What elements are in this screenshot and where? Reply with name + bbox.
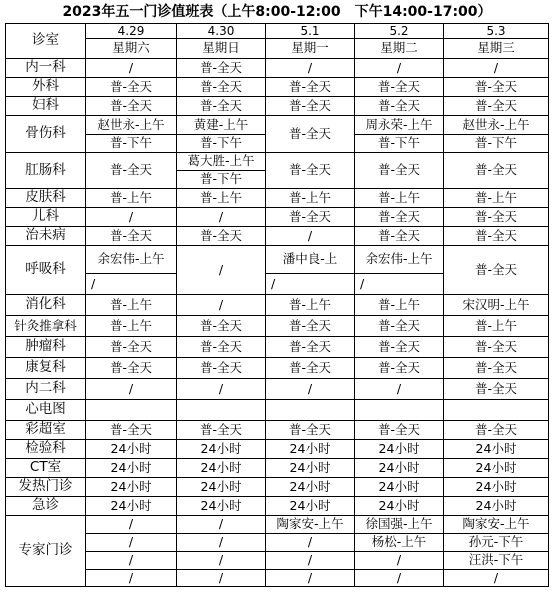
- dept-label: 外科: [6, 78, 86, 97]
- duty-cell: 普-全天: [355, 358, 444, 379]
- dept-label: 肛肠科: [6, 153, 86, 189]
- table-row: [6, 459, 549, 478]
- table-row: [6, 400, 549, 421]
- duty-cell: 24小时: [444, 440, 549, 459]
- dept-label: 心电图: [6, 400, 86, 421]
- table-row: [6, 59, 549, 78]
- duty-cell: 24小时: [86, 497, 177, 516]
- duty-cell: 24小时: [266, 459, 355, 478]
- duty-cell: 普-上午: [355, 189, 444, 208]
- duty-cell: 汪洪-下午: [444, 552, 549, 570]
- duty-cell: /: [177, 552, 266, 570]
- duty-cell: /: [86, 379, 177, 400]
- duty-cell: 黄建-上午: [177, 116, 266, 135]
- duty-cell: /: [86, 208, 177, 227]
- duty-cell: 普-下午: [177, 171, 266, 189]
- dept-label: 检验科: [6, 440, 86, 459]
- duty-cell: 普-全天: [266, 153, 355, 189]
- page-title: 2023年五一门诊值班表（上午8:00-12:00 下午14:00-17:00）: [62, 4, 492, 20]
- duty-cell: /: [355, 570, 444, 587]
- duty-cell: 普-上午: [86, 316, 177, 337]
- duty-cell: /: [266, 274, 355, 295]
- dept-label: 儿科: [6, 208, 86, 227]
- duty-cell: 普-全天: [444, 78, 549, 97]
- duty-cell: /: [86, 534, 177, 552]
- weekday-header: 星期日: [177, 39, 266, 59]
- duty-cell: 孙元-下午: [444, 534, 549, 552]
- duty-cell: 普-全天: [177, 97, 266, 116]
- duty-cell: /: [86, 570, 177, 587]
- weekday-header: 星期二: [355, 39, 444, 59]
- header-date-row: [6, 24, 549, 39]
- duty-cell: 普-全天: [355, 97, 444, 116]
- duty-cell: 24小时: [86, 440, 177, 459]
- duty-cell: 普-全天: [444, 208, 549, 227]
- duty-cell: 普-全天: [266, 78, 355, 97]
- duty-cell: 普-上午: [444, 189, 549, 208]
- duty-cell: 24小时: [266, 497, 355, 516]
- duty-cell: /: [177, 534, 266, 552]
- duty-cell: 24小时: [266, 440, 355, 459]
- duty-cell: 普-全天: [355, 227, 444, 246]
- duty-cell: 普-下午: [444, 135, 549, 153]
- duty-cell: 普-下午: [86, 135, 177, 153]
- duty-cell: 24小时: [266, 478, 355, 497]
- duty-cell: 葛大胜-上午: [177, 153, 266, 171]
- duty-cell: 余宏伟-上午: [355, 246, 444, 274]
- duty-cell: /: [177, 295, 266, 316]
- duty-cell: 24小时: [444, 478, 549, 497]
- duty-cell: 普-全天: [444, 421, 549, 440]
- duty-cell: 普-全天: [86, 337, 177, 358]
- duty-cell: 24小时: [86, 459, 177, 478]
- duty-cell: 普-全天: [444, 153, 549, 189]
- table-row: [6, 379, 549, 400]
- duty-cell: 普-上午: [266, 295, 355, 316]
- duty-cell: /: [355, 274, 444, 295]
- duty-cell: [444, 400, 549, 421]
- duty-cell: 余宏伟-上午: [86, 246, 177, 274]
- table-row: [6, 116, 549, 135]
- duty-cell: 24小时: [444, 497, 549, 516]
- dept-label: 内一科: [6, 59, 86, 78]
- dept-label: 彩超室: [6, 421, 86, 440]
- duty-cell: 徐国强-上午: [355, 516, 444, 534]
- duty-cell: 普-全天: [355, 337, 444, 358]
- duty-cell: 普-上午: [177, 189, 266, 208]
- duty-cell: 普-全天: [355, 421, 444, 440]
- duty-cell: /: [266, 227, 355, 246]
- duty-cell: 普-全天: [86, 153, 177, 189]
- table-row: [6, 295, 549, 316]
- weekday-header: 星期六: [86, 39, 177, 59]
- duty-cell: 赵世永-上午: [86, 116, 177, 135]
- duty-cell: 普-全天: [86, 78, 177, 97]
- duty-cell: /: [86, 59, 177, 78]
- duty-roster-table: [5, 23, 549, 587]
- duty-cell: 赵世永-上午: [444, 116, 549, 135]
- duty-cell: /: [177, 246, 266, 295]
- table-row: [6, 337, 549, 358]
- duty-cell: 普-全天: [177, 78, 266, 97]
- duty-cell: /: [177, 208, 266, 227]
- duty-cell: [177, 400, 266, 421]
- weekday-header: 星期三: [444, 39, 549, 59]
- date-header: 5.3: [444, 24, 549, 39]
- duty-cell: /: [86, 274, 177, 295]
- duty-cell: 普-下午: [355, 135, 444, 153]
- dept-label: 针灸推拿科: [6, 316, 86, 337]
- duty-cell: /: [444, 570, 549, 587]
- duty-cell: /: [266, 534, 355, 552]
- duty-cell: 普-全天: [266, 421, 355, 440]
- duty-cell: 普-全天: [266, 316, 355, 337]
- duty-cell: 普-全天: [444, 379, 549, 400]
- duty-cell: 24小时: [355, 459, 444, 478]
- duty-cell: 普-全天: [86, 358, 177, 379]
- duty-cell: /: [266, 570, 355, 587]
- duty-cell: /: [355, 59, 444, 78]
- duty-cell: 普-上午: [444, 316, 549, 337]
- table-row: [6, 97, 549, 116]
- duty-cell: /: [266, 552, 355, 570]
- duty-cell: 24小时: [177, 459, 266, 478]
- duty-cell: [266, 400, 355, 421]
- duty-cell: /: [86, 552, 177, 570]
- dept-label: 呼吸科: [6, 246, 86, 295]
- duty-cell: 普-全天: [444, 97, 549, 116]
- duty-cell: 普-全天: [444, 246, 549, 295]
- duty-cell: 普-全天: [177, 227, 266, 246]
- dept-label: 专家门诊: [6, 516, 86, 587]
- duty-cell: 普-全天: [266, 116, 355, 153]
- table-row: [6, 78, 549, 97]
- table-row: [6, 497, 549, 516]
- duty-cell: 24小时: [355, 497, 444, 516]
- duty-cell: 普-全天: [444, 337, 549, 358]
- table-row: [6, 534, 549, 552]
- table-row: [6, 316, 549, 337]
- duty-cell: 普-全天: [177, 358, 266, 379]
- duty-cell: /: [266, 379, 355, 400]
- duty-cell: [86, 400, 177, 421]
- duty-cell: 24小时: [355, 440, 444, 459]
- table-row: [6, 208, 549, 227]
- duty-cell: 周永荣-上午: [355, 116, 444, 135]
- duty-cell: 普-全天: [355, 78, 444, 97]
- duty-cell: 普-全天: [177, 421, 266, 440]
- date-header: 4.29: [86, 24, 177, 39]
- dept-label: 骨伤科: [6, 116, 86, 153]
- duty-cell: 普-上午: [355, 295, 444, 316]
- duty-cell: /: [355, 552, 444, 570]
- duty-cell: 普-上午: [86, 295, 177, 316]
- duty-cell: 普-下午: [177, 135, 266, 153]
- date-header: 5.2: [355, 24, 444, 39]
- table-row: [6, 358, 549, 379]
- table-row: [6, 478, 549, 497]
- duty-cell: /: [266, 59, 355, 78]
- dept-label: 消化科: [6, 295, 86, 316]
- dept-label: 肿瘤科: [6, 337, 86, 358]
- duty-cell: /: [177, 379, 266, 400]
- corner-header: 诊室: [6, 24, 86, 59]
- duty-cell: 普-全天: [177, 337, 266, 358]
- table-row: [6, 421, 549, 440]
- duty-cell: 普-全天: [86, 421, 177, 440]
- duty-cell: /: [86, 516, 177, 534]
- dept-label: 康复科: [6, 358, 86, 379]
- dept-label: 妇科: [6, 97, 86, 116]
- duty-cell: 普-全天: [444, 227, 549, 246]
- table-row: [6, 246, 549, 274]
- table-row: [6, 153, 549, 171]
- table-row: [6, 570, 549, 587]
- duty-cell: 普-上午: [86, 189, 177, 208]
- duty-cell: 宋汉明-上午: [444, 295, 549, 316]
- duty-cell: 普-全天: [177, 59, 266, 78]
- table-row: [6, 227, 549, 246]
- duty-cell: 普-全天: [177, 316, 266, 337]
- duty-cell: 普-全天: [266, 97, 355, 116]
- duty-cell: 陶家安-上午: [266, 516, 355, 534]
- date-header: 5.1: [266, 24, 355, 39]
- duty-cell: 普-全天: [444, 358, 549, 379]
- date-header: 4.30: [177, 24, 266, 39]
- duty-cell: 普-全天: [355, 208, 444, 227]
- duty-cell: 24小时: [177, 497, 266, 516]
- duty-cell: 普-全天: [86, 97, 177, 116]
- duty-cell: 24小时: [177, 478, 266, 497]
- duty-cell: 普-全天: [355, 153, 444, 189]
- dept-label: CT室: [6, 459, 86, 478]
- dept-label: 皮肤科: [6, 189, 86, 208]
- duty-cell: 普-全天: [266, 208, 355, 227]
- table-row: [6, 440, 549, 459]
- duty-cell: 普-全天: [355, 316, 444, 337]
- duty-cell: 24小时: [444, 459, 549, 478]
- dept-label: 急诊: [6, 497, 86, 516]
- duty-cell: /: [444, 59, 549, 78]
- duty-cell: 24小时: [177, 440, 266, 459]
- table-row: [6, 516, 549, 534]
- duty-cell: 普-上午: [266, 189, 355, 208]
- dept-label: 治未病: [6, 227, 86, 246]
- duty-cell: /: [177, 570, 266, 587]
- duty-cell: 潘中良-上: [266, 246, 355, 274]
- dept-label: 内二科: [6, 379, 86, 400]
- header-weekday-row: [6, 39, 549, 59]
- duty-cell: 普-全天: [266, 358, 355, 379]
- duty-cell: 24小时: [355, 478, 444, 497]
- weekday-header: 星期一: [266, 39, 355, 59]
- duty-cell: 普-全天: [266, 337, 355, 358]
- duty-cell: 24小时: [86, 478, 177, 497]
- dept-label: 发热门诊: [6, 478, 86, 497]
- table-row: [6, 552, 549, 570]
- duty-cell: 杨松-上午: [355, 534, 444, 552]
- duty-cell: /: [177, 516, 266, 534]
- duty-cell: [355, 400, 444, 421]
- duty-cell: /: [355, 379, 444, 400]
- duty-cell: 陶家安-上午: [444, 516, 549, 534]
- table-row: [6, 189, 549, 208]
- duty-cell: 普-全天: [86, 227, 177, 246]
